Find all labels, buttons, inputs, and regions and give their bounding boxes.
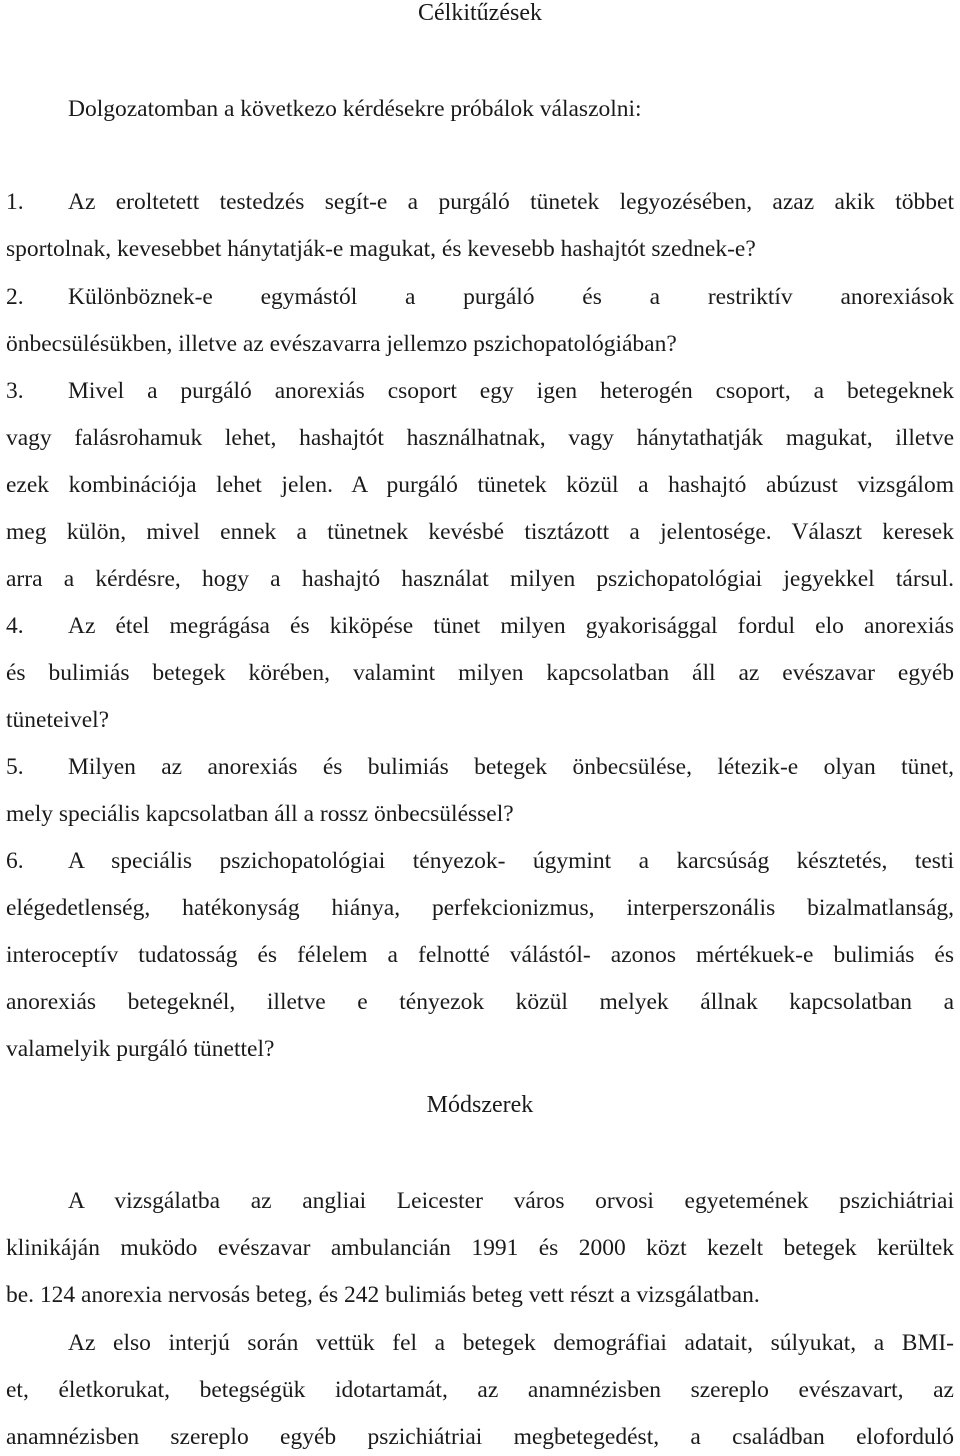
question-3-line-4: meg külön, mivel ennek a tünetnek kevésbé tisztázott a jelentosége. Választ keresek [6,519,954,545]
question-number: 4. [6,613,24,639]
question-4-line-2: és bulimiás betegek körében, valamint milyen kapcsolatban áll az evészavar egyéb [6,660,954,686]
question-2-line-2: önbecsülésükben, illetve az evészavarra jellemzo pszichopatológiában? [6,331,677,357]
heading-methods: Módszerek [426,1092,534,1118]
question-number: 2. [6,284,24,310]
intro-line: Dolgozatomban a következo kérdésekre próbálok válaszolni: [68,96,642,122]
question-number: 5. [6,754,24,780]
question-6-line-4: anorexiás betegeknél, illetve e tényezok közül melyek állnak kapcsolatban a [6,989,954,1015]
question-3-line-3: ezek kombinációja lehet jelen. A purgáló tünetek közül a hashajtó abúzust vizsgálom [6,472,954,498]
question-6-line-5: valamelyik purgáló tünettel? [6,1036,275,1062]
question-2-line-1: 2. Különböznek-e egymástól a purgáló és a restriktív anorexiások [6,284,954,310]
methods-p2-line-1: Az elso interjú során vettük fel a betegek demográfiai adatait, súlyukat, a BMI- [68,1330,954,1356]
question-4-line-1: 4. Az étel megrágása és kiköpése tünet milyen gyakorisággal fordul elo anorexiás [6,613,954,639]
methods-p2-line-3: anamnézisben szereplo egyéb pszichiátriai megbetegedést, a családban eloforduló [6,1424,954,1450]
methods-p2-line-2: et, életkorukat, betegségük idotartamát, az anamnézisben szereplo evészavart, az [6,1377,954,1403]
question-3-line-5: arra a kérdésre, hogy a hashajtó használat milyen pszichopatológiai jegyekkel társul. [6,566,954,592]
methods-p1-line-2: klinikáján muködo evészavar ambulancián 1991 és 2000 közt kezelt betegek kerültek [6,1235,954,1261]
question-6-line-1: 6. A speciális pszichopatológiai tényezok- úgymint a karcsúság késztetés, testi [6,848,954,874]
question-number: 1. [6,189,24,215]
question-3-line-1: 3. Mivel a purgáló anorexiás csoport egy igen heterogén csoport, a betegeknek [6,378,954,404]
methods-p1-line-1: A vizsgálatba az angliai Leicester város orvosi egyetemének pszichiátriai [68,1188,954,1214]
question-4-line-3: tüneteivel? [6,707,110,733]
question-1-line-2: sportolnak, kevesebbet hánytatják-e magukat, és kevesebb hashajtót szednek-e? [6,236,756,262]
methods-p1-line-3: be. 124 anorexia nervosás beteg, és 242 bulimiás beteg vett részt a vizsgálatban. [6,1282,760,1308]
question-3-line-2: vagy falásrohamuk lehet, hashajtót használhatnak, vagy hánytathatják magukat, illetve [6,425,954,451]
question-5-line-1: 5. Milyen az anorexiás és bulimiás betegek önbecsülése, létezik-e olyan tünet, [6,754,954,780]
question-6-line-3: interoceptív tudatosság és félelem a felnotté válástól- azonos mértékuek-e bulimiás és [6,942,954,968]
question-5-line-2: mely speciális kapcsolatban áll a rossz önbecsüléssel? [6,801,514,827]
question-number: 6. [6,848,24,874]
question-number: 3. [6,378,24,404]
question-6-line-2: elégedetlenség, hatékonyság hiánya, perfekcionizmus, interperszonális bizalmatlanság, [6,895,954,921]
question-1-line-1: 1. Az eroltetett testedzés segít-e a purgáló tünetek legyozésében, azaz akik többet [6,189,954,215]
heading-goals: Célkitűzések [418,0,542,26]
